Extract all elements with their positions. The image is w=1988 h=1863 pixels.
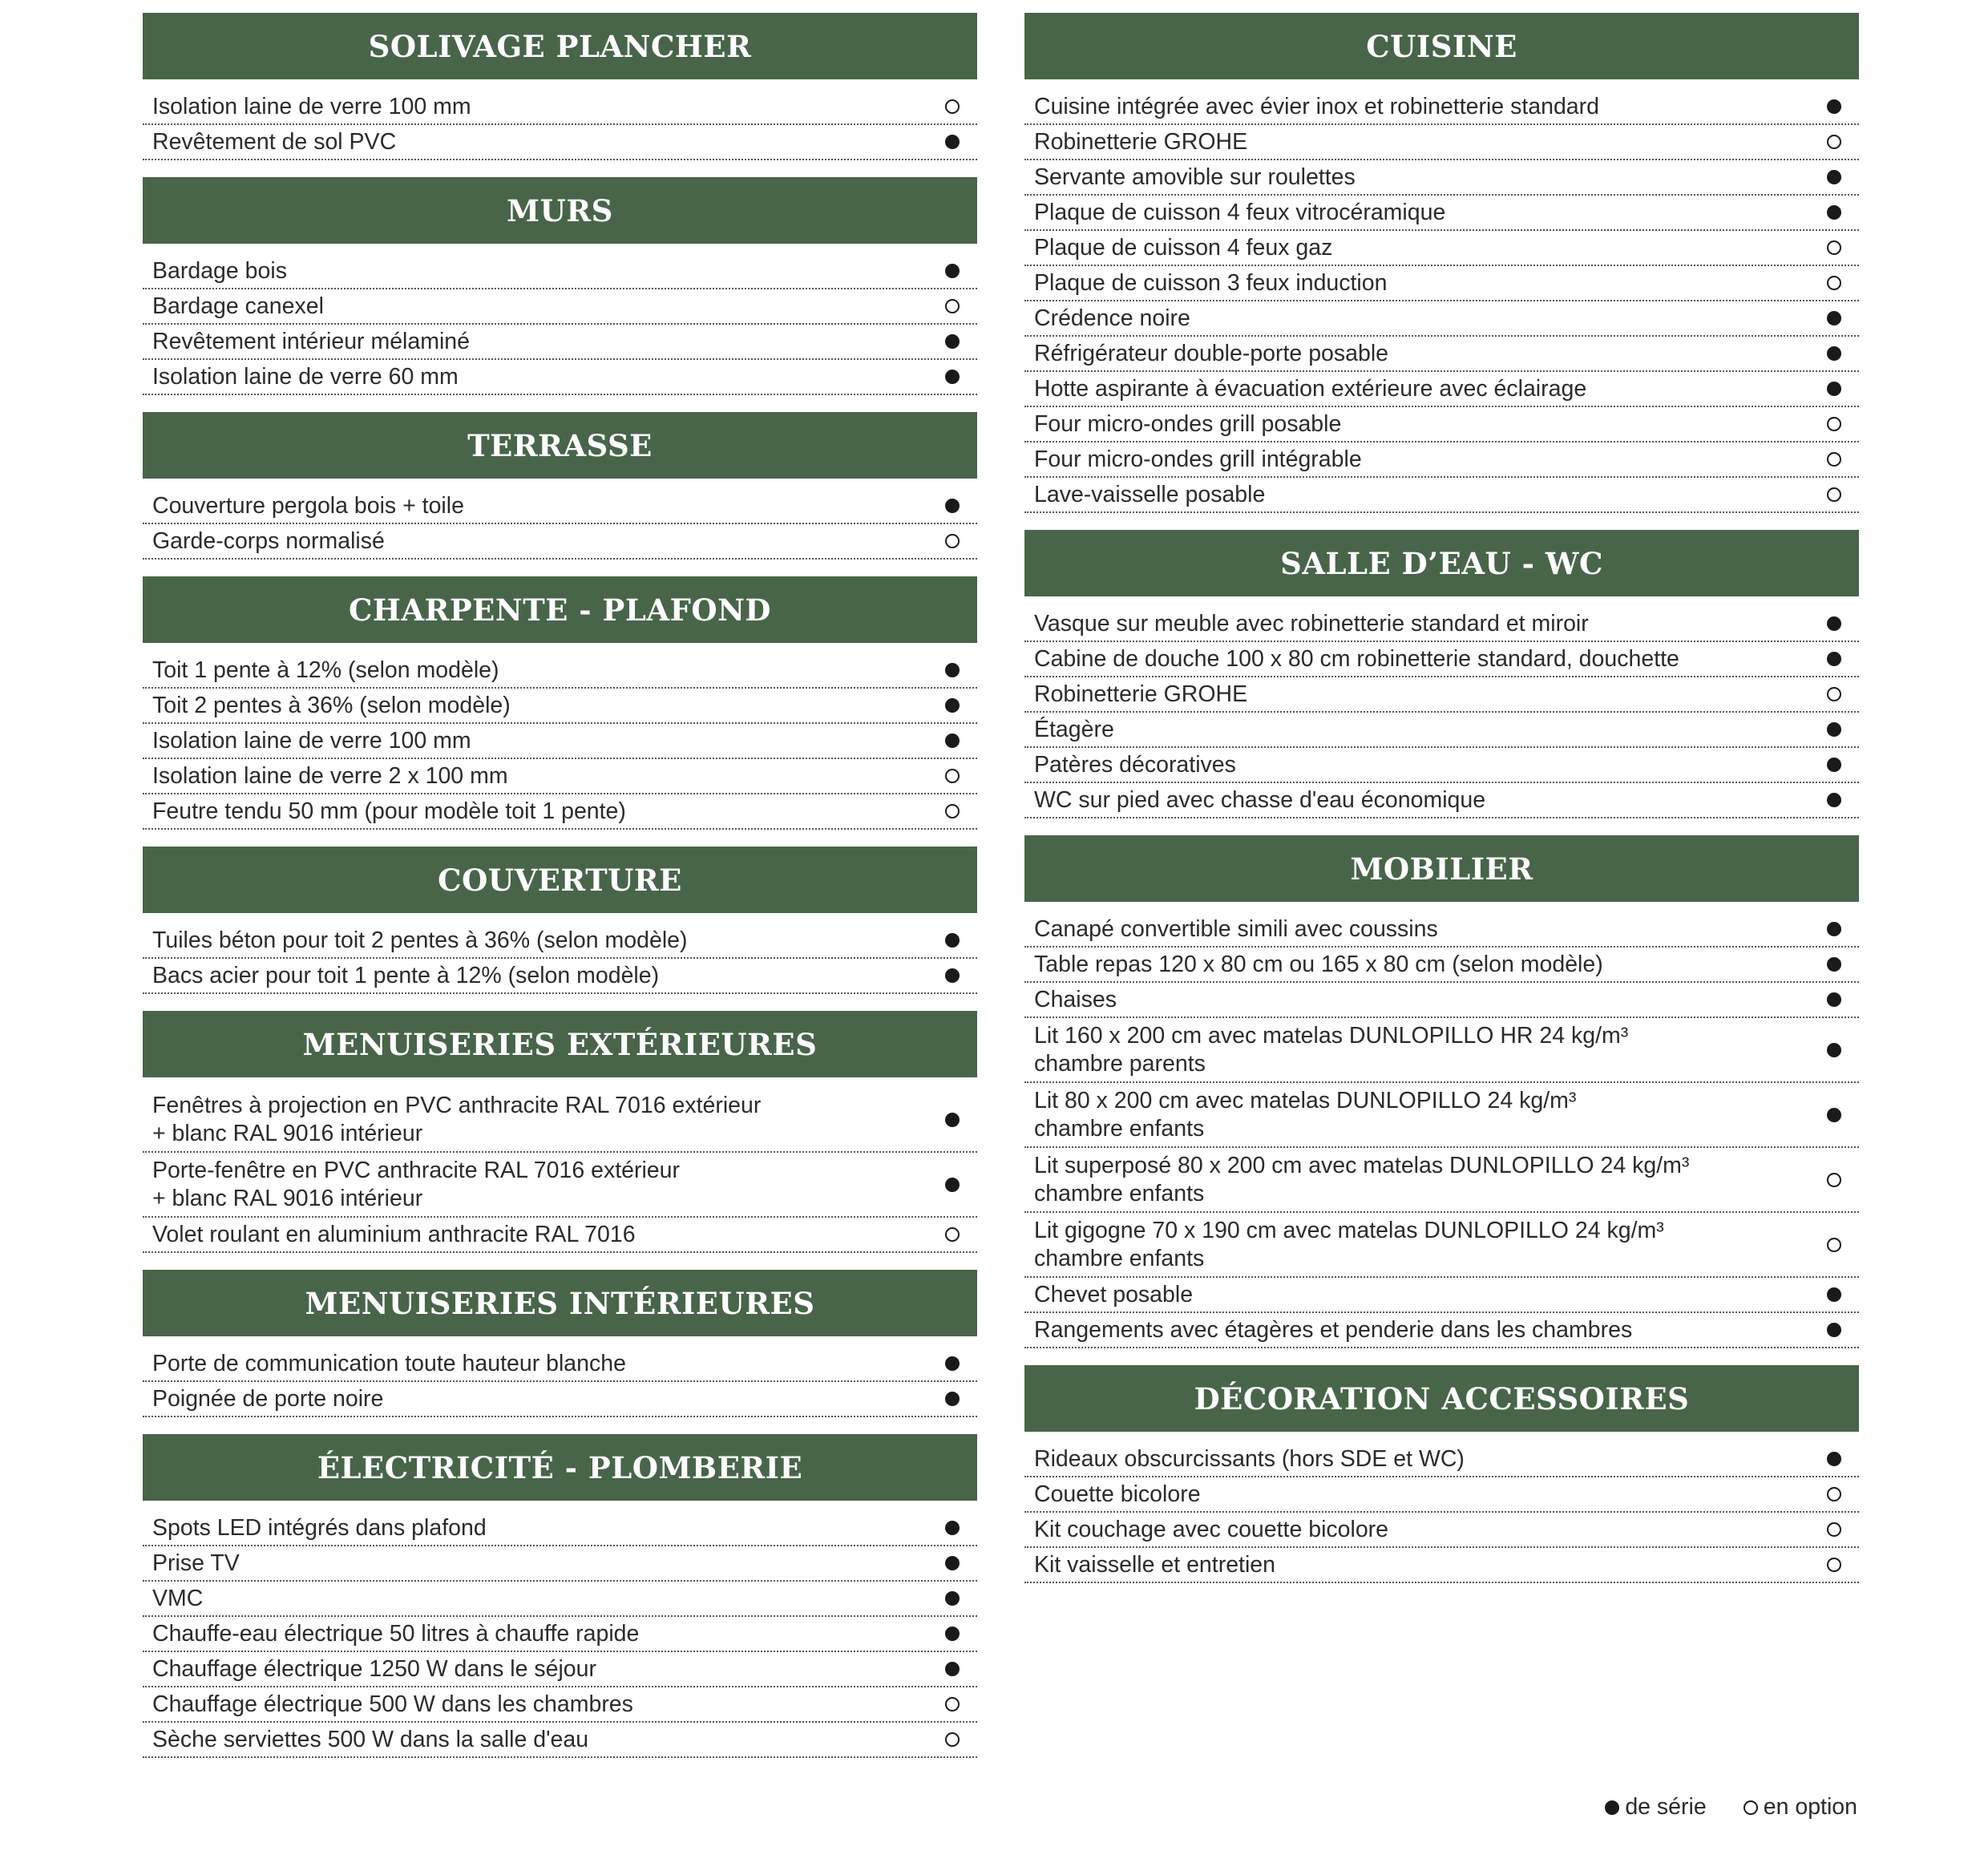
spec-row (1024, 1548, 1859, 1583)
spec-row (1024, 196, 1859, 231)
spec-label: Cuisine intégrée avec évier inox et robinetterie standard (1034, 93, 1599, 119)
section-title: TERRASSE (143, 412, 977, 479)
empty-dot-icon (945, 1227, 960, 1242)
spec-row (1024, 160, 1859, 196)
spec-section (143, 412, 977, 560)
spec-row (1024, 90, 1859, 125)
spec-row (1024, 677, 1859, 713)
spec-row (1024, 983, 1859, 1018)
spec-label: Plaque de cuisson 3 feux induction (1034, 269, 1388, 296)
filled-dot-icon (1827, 758, 1841, 772)
spec-label: Robinetterie GROHE (1034, 681, 1248, 707)
filled-dot-icon (1827, 170, 1841, 184)
spec-section (143, 13, 977, 160)
spec-label: Feutre tendu 50 mm (pour modèle toit 1 pente) (152, 798, 626, 824)
empty-dot-icon (945, 534, 960, 548)
spec-label: Isolation laine de verre 100 mm (152, 727, 471, 754)
spec-section (143, 1270, 977, 1417)
spec-label: Étagère (1034, 716, 1114, 742)
spec-row (1024, 125, 1859, 160)
filled-dot-icon (1827, 1323, 1841, 1337)
spec-row (1024, 912, 1859, 948)
spec-label: Cabine de douche 100 x 80 cm robinetterie standard, douchette (1034, 645, 1679, 672)
filled-dot-icon (945, 1662, 960, 1676)
filled-dot-icon (945, 1392, 960, 1406)
legend-option (1744, 1794, 1857, 1821)
spec-label: VMC (152, 1585, 204, 1611)
spec-row (1024, 1477, 1859, 1513)
spec-label: Fenêtres à projection en PVC anthracite RAL 7016 extérieur + blanc RAL 9016 intérieur (152, 1092, 762, 1146)
section-title: MOBILIER (1024, 835, 1859, 902)
spec-label: Crédence noire (1034, 305, 1190, 331)
spec-label: Isolation laine de verre 60 mm (152, 363, 459, 390)
legend (1579, 1794, 1857, 1821)
spec-row (143, 1582, 977, 1617)
spec-label: Poignée de porte noire (152, 1385, 384, 1412)
spec-label: Chauffage électrique 500 W dans les chambres (152, 1691, 633, 1717)
spec-label: Lave-vaisselle posable (1034, 481, 1266, 507)
spec-label: Vasque sur meuble avec robinetterie standard et miroir (1034, 610, 1589, 636)
spec-row (143, 1218, 977, 1253)
spec-section (143, 177, 977, 395)
spec-row (1024, 231, 1859, 266)
spec-section (143, 1011, 977, 1253)
spec-row (143, 489, 977, 524)
empty-dot-icon (945, 99, 960, 114)
section-title: DÉCORATION ACCESSOIRES (1024, 1365, 1859, 1432)
left-column (143, 13, 977, 1775)
spec-label: Plaque de cuisson 4 feux gaz (1034, 234, 1333, 261)
filled-dot-icon (1605, 1800, 1619, 1815)
spec-row (1024, 1278, 1859, 1313)
spec-section (1024, 835, 1859, 1348)
spec-row (1024, 407, 1859, 443)
spec-row (143, 724, 977, 759)
spec-section (1024, 1365, 1859, 1583)
spec-row (1024, 713, 1859, 748)
spec-row (1024, 337, 1859, 372)
right-column (1024, 13, 1859, 1600)
spec-label: Rideaux obscurcissants (hors SDE et WC) (1034, 1445, 1465, 1472)
legend-standard (1605, 1794, 1706, 1821)
spec-label: Spots LED intégrés dans plafond (152, 1514, 487, 1541)
filled-dot-icon (945, 334, 960, 349)
filled-dot-icon (1827, 992, 1841, 1007)
empty-dot-icon (1827, 276, 1841, 290)
spec-row (1024, 1513, 1859, 1548)
spec-row (143, 1687, 977, 1723)
empty-dot-icon (1827, 487, 1841, 502)
filled-dot-icon (945, 733, 960, 748)
spec-label: Hotte aspirante à évacuation extérieure avec éclairage (1034, 375, 1587, 402)
spec-label: Servante amovible sur roulettes (1034, 164, 1356, 190)
spec-row (143, 289, 977, 325)
section-title: MENUISERIES EXTÉRIEURES (143, 1011, 977, 1077)
spec-label: Lit 160 x 200 cm avec matelas DUNLOPILLO HR 24 kg/m³ chambre parents (1034, 1022, 1629, 1077)
spec-label: Table repas 120 x 80 cm ou 165 x 80 cm (selon modèle) (1034, 951, 1603, 977)
spec-label: Four micro-ondes grill intégrable (1034, 446, 1362, 472)
filled-dot-icon (945, 264, 960, 278)
spec-label: Bardage canexel (152, 293, 324, 319)
empty-dot-icon (945, 804, 960, 818)
legend-standard-label: de série (1625, 1794, 1707, 1820)
section-title: MURS (143, 177, 977, 244)
spec-row (143, 1347, 977, 1382)
spec-row (143, 1382, 977, 1417)
empty-dot-icon (1827, 1522, 1841, 1537)
spec-label: Couverture pergola bois + toile (152, 492, 464, 519)
spec-label: Volet roulant en aluminium anthracite RAL 7016 (152, 1221, 636, 1247)
spec-row (143, 360, 977, 395)
spec-label: Sèche serviettes 500 W dans la salle d'eau (152, 1726, 589, 1752)
spec-label: Lit 80 x 200 cm avec matelas DUNLOPILLO 24 kg/m³ chambre enfants (1034, 1087, 1577, 1142)
empty-dot-icon (1827, 417, 1841, 431)
spec-row (1024, 478, 1859, 513)
spec-label: Canapé convertible simili avec coussins (1034, 915, 1438, 942)
spec-row (143, 90, 977, 125)
filled-dot-icon (1827, 922, 1841, 936)
spec-row (143, 325, 977, 360)
spec-row (143, 1088, 977, 1153)
spec-label: Lit gigogne 70 x 190 cm avec matelas DUNLOPILLO 24 kg/m³ chambre enfants (1034, 1217, 1664, 1271)
spec-row (143, 959, 977, 994)
spec-row (143, 125, 977, 160)
filled-dot-icon (1827, 1043, 1841, 1057)
spec-row (1024, 948, 1859, 983)
spec-row (143, 254, 977, 289)
filled-dot-icon (1827, 1452, 1841, 1466)
spec-section (1024, 13, 1859, 513)
spec-label: Isolation laine de verre 100 mm (152, 93, 471, 119)
filled-dot-icon (945, 1178, 960, 1192)
spec-label: Couette bicolore (1034, 1481, 1201, 1507)
spec-row (1024, 266, 1859, 301)
empty-dot-icon (1827, 1238, 1841, 1252)
spec-row (1024, 1148, 1859, 1213)
spec-row (1024, 1213, 1859, 1278)
filled-dot-icon (945, 1556, 960, 1570)
filled-dot-icon (945, 663, 960, 677)
spec-label: Porte de communication toute hauteur blanche (152, 1350, 626, 1376)
spec-label: Chevet posable (1034, 1281, 1194, 1307)
filled-dot-icon (945, 1521, 960, 1535)
section-title: CHARPENTE - PLAFOND (143, 576, 977, 643)
spec-row (1024, 607, 1859, 642)
spec-label: Kit couchage avec couette bicolore (1034, 1516, 1389, 1542)
filled-dot-icon (945, 698, 960, 713)
empty-dot-icon (1827, 452, 1841, 467)
spec-label: Prise TV (152, 1550, 240, 1576)
empty-dot-icon (1827, 240, 1841, 255)
spec-section (143, 847, 977, 994)
empty-dot-icon (1827, 135, 1841, 149)
empty-dot-icon (1827, 1487, 1841, 1501)
legend-option-label: en option (1763, 1794, 1857, 1820)
spec-row (143, 1723, 977, 1758)
filled-dot-icon (1827, 1108, 1841, 1122)
filled-dot-icon (945, 370, 960, 384)
spec-label: Tuiles béton pour toit 2 pentes à 36% (selon modèle) (152, 927, 688, 953)
spec-row (1024, 1442, 1859, 1477)
section-title: CUISINE (1024, 13, 1859, 79)
spec-label: WC sur pied avec chasse d'eau économique (1034, 786, 1486, 813)
spec-label: Rangements avec étagères et penderie dans les chambres (1034, 1316, 1633, 1343)
filled-dot-icon (1827, 382, 1841, 396)
spec-row (143, 794, 977, 830)
spec-row (143, 1652, 977, 1687)
empty-dot-icon (945, 769, 960, 783)
spec-label: Robinetterie GROHE (1034, 128, 1248, 155)
section-title: MENUISERIES INTÉRIEURES (143, 1270, 977, 1336)
spec-section (143, 576, 977, 830)
spec-row (1024, 1083, 1859, 1148)
filled-dot-icon (945, 1113, 960, 1127)
spec-row (1024, 301, 1859, 337)
spec-label: Garde-corps normalisé (152, 527, 385, 554)
spec-label: Revêtement de sol PVC (152, 128, 397, 155)
spec-row (143, 653, 977, 689)
spec-label: Lit superposé 80 x 200 cm avec matelas DUNLOPILLO 24 kg/m³ chambre enfants (1034, 1152, 1690, 1206)
spec-label: Porte-fenêtre en PVC anthracite RAL 7016 extérieur + blanc RAL 9016 intérieur (152, 1157, 680, 1211)
empty-dot-icon (945, 1732, 960, 1747)
spec-row (143, 1511, 977, 1546)
filled-dot-icon (1827, 793, 1841, 807)
spec-section (143, 1434, 977, 1758)
spec-row (143, 524, 977, 560)
spec-row (1024, 642, 1859, 677)
spec-label: Bacs acier pour toit 1 pente à 12% (selon modèle) (152, 962, 660, 988)
empty-dot-icon (1744, 1800, 1758, 1815)
spec-label: Chauffe-eau électrique 50 litres à chauffe rapide (152, 1620, 640, 1647)
spec-row (1024, 372, 1859, 407)
spec-label: Revêtement intérieur mélaminé (152, 328, 471, 354)
spec-label: Chaises (1034, 986, 1117, 1012)
spec-label: Bardage bois (152, 257, 287, 284)
filled-dot-icon (1827, 205, 1841, 220)
spec-label: Réfrigérateur double-porte posable (1034, 340, 1389, 366)
section-title: COUVERTURE (143, 847, 977, 913)
spec-label: Plaque de cuisson 4 feux vitrocéramique (1034, 199, 1446, 225)
empty-dot-icon (945, 299, 960, 313)
spec-label: Patères décoratives (1034, 751, 1236, 778)
filled-dot-icon (945, 968, 960, 983)
spec-row (1024, 748, 1859, 783)
spec-row (1024, 783, 1859, 818)
spec-row (1024, 1018, 1859, 1083)
filled-dot-icon (945, 499, 960, 513)
spec-label: Toit 1 pente à 12% (selon modèle) (152, 657, 499, 683)
section-title: SALLE D’EAU - WC (1024, 530, 1859, 596)
spec-label: Toit 2 pentes à 36% (selon modèle) (152, 692, 511, 718)
filled-dot-icon (1827, 652, 1841, 666)
spec-row (143, 689, 977, 724)
filled-dot-icon (1827, 346, 1841, 361)
empty-dot-icon (1827, 687, 1841, 701)
spec-label: Isolation laine de verre 2 x 100 mm (152, 762, 508, 789)
filled-dot-icon (1827, 1287, 1841, 1302)
spec-row (143, 1153, 977, 1218)
spec-row (143, 1617, 977, 1652)
empty-dot-icon (1827, 1558, 1841, 1572)
spec-label: Four micro-ondes grill posable (1034, 410, 1342, 437)
filled-dot-icon (1827, 957, 1841, 972)
spec-label: Chauffage électrique 1250 W dans le séjour (152, 1655, 596, 1682)
filled-dot-icon (945, 1591, 960, 1606)
section-title: ÉLECTRICITÉ - PLOMBERIE (143, 1434, 977, 1501)
filled-dot-icon (1827, 99, 1841, 114)
filled-dot-icon (1827, 722, 1841, 737)
filled-dot-icon (945, 933, 960, 948)
spec-section (1024, 530, 1859, 818)
spec-row (143, 923, 977, 959)
section-title: SOLIVAGE PLANCHER (143, 13, 977, 79)
spec-row (1024, 443, 1859, 478)
filled-dot-icon (1827, 616, 1841, 631)
filled-dot-icon (945, 1356, 960, 1371)
spec-label: Kit vaisselle et entretien (1034, 1551, 1275, 1578)
filled-dot-icon (1827, 311, 1841, 325)
filled-dot-icon (945, 135, 960, 149)
spec-row (1024, 1313, 1859, 1348)
spec-row (143, 1546, 977, 1582)
filled-dot-icon (945, 1627, 960, 1641)
spec-row (143, 759, 977, 794)
empty-dot-icon (945, 1697, 960, 1711)
empty-dot-icon (1827, 1173, 1841, 1187)
